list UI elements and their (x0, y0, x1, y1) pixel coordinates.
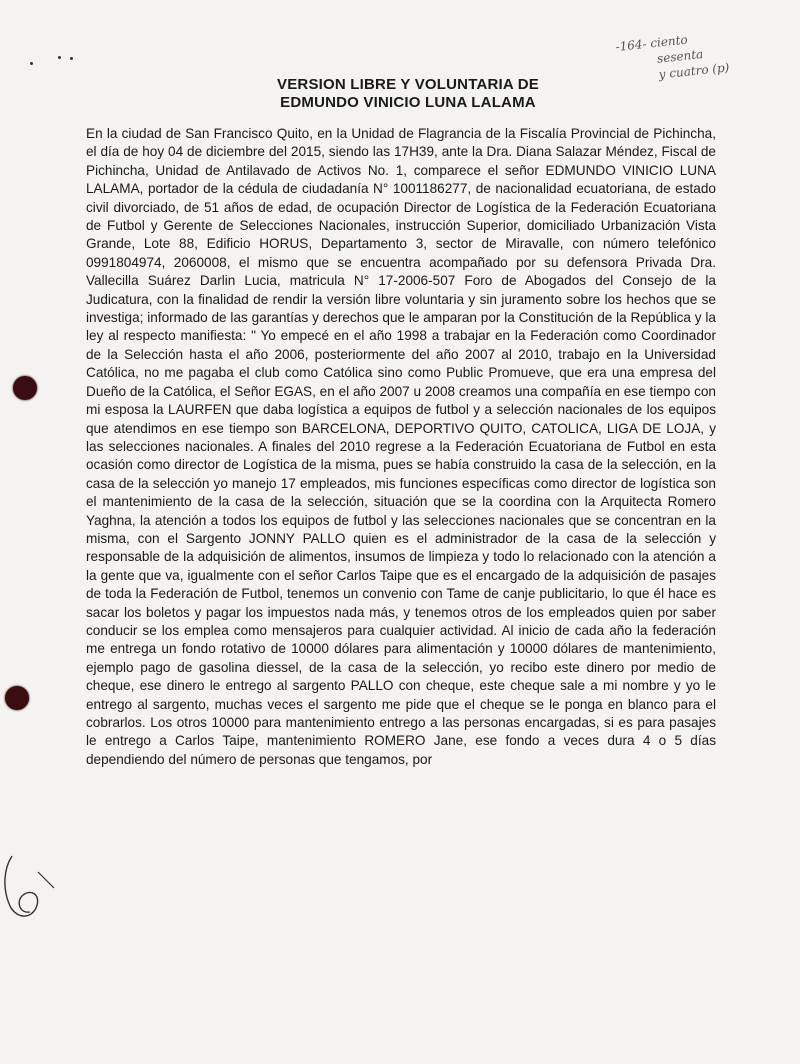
document-title-line-1: VERSION LIBRE Y VOLUNTARIA DE (277, 76, 539, 93)
document-title-line-2: EDMUNDO VINICIO LUNA LALAMA (280, 94, 536, 111)
punch-hole-bottom (5, 686, 29, 710)
body-paragraph: En la ciudad de San Francisco Quito, en la Unidad de Flagrancia de la Fiscalía Provincial de Pichincha, el día de hoy 04 de diciembre del 2015, siendo las 17H39, ante la Dra. Diana Salazar Méndez, Fiscal de Pichincha, Unidad de Antilavado de Activos No. 1, comparece el señor EDMUNDO VINICIO LUNA LALAMA, portador de la cédula de ciudadanía N° 1001186277, de nacionalidad ecuatoriana, de estado civil divorciado, de 51 años de edad, de ocupación Director de Logística de la Federación Ecuatoriana de Futbol y Gerente de Selecciones Nacionales, instrucción Superior, domiciliado Urbanización Vista Grande, Lote 88, Edificio HORUS, Departamento 3, sector de Miravalle, con número telefónico 0991804974, 2060008, el mismo que se encuentra acompañado por su defensora Privada Dra. Vallecilla Suárez Darlin Lucia, matricula N° 17-2006-507 Foro de Abogados del Consejo de la Judicatura, con la finalidad de rendir la versión libre voluntaria y sin juramento sobre los hechos que se investiga; informado de las garantías y derechos que le amparan por la Constitución de la República y la ley al respecto manifiesta: " Yo empecé en el año 1998 a trabajar en la Federación como Coordinador de la Selección hasta el año 2006, posteriormente del año 2007 al 2010, trabajo en la Universidad Católica, no me pagaba el club como Católica sino como Public Promueve, que era una empresa del Dueño de la Católica, el Señor EGAS, en el año 2007 u 2008 creamos una compañía en ese tiempo con mi esposa la LAURFEN que daba logística a equipos de futbol y a selección nacionales de los equipos que atendimos en ese tiempo son BARCELONA, DEPORTIVO QUITO, CATOLICA, LIGA DE LOJA, y las selecciones nacionales. A finales del 2010 regrese a la Federación Ecuatoriana de Futbol en esta ocasión como director de Logística de la misma, pues se había construido la casa de la selección, en la casa de la selección yo manejo 17 empleados, mis funciones específicas como director de logística son el mantenimiento de la casa de la selección, situación que se la coordina con la Arquitecta Romero Yaghna, la atención a todos los equipos de futbol y las selecciones nacionales que se concentran en la misma, con el Sargento JONNY PALLO quien es el administrador de la casa de la selección y responsable de la adquisición de alimentos, insumos de limpieza y todo lo relacionado con la atención a la gente que va, igualmente con el señor Carlos Taipe que es el encargado de la adquisición de pasajes de toda la Federación de Futbol, tenemos un convenio con Tame de canje publicitario, lo que él hace es sacar los boletos y pagar los impuestos nada más, y tenemos otros de los empleados quien por saber conducir se los emplea como mensajeros para cualquier actividad. Al inicio de cada año la federación me entrega un fondo rotativo de 10000 dólares para alimentación y 10000 dólares de mantenimiento, ejemplo pago de gasolina diessel, de la casa de la selección, yo recibo este dinero por medio de cheque, ese dinero le entrego al sargento PALLO con cheque, este cheque sale a mi nombre y yo le entrego al sargento, muchas veces el sargento me pide que el cheque se le ponga en blanco para el cobrarlos. Los otros 10000 para mantenimiento entrego a las personas encargadas, si es para pasajes le entrego a Carlos Taipe, mantenimiento ROMERO Jane, ese fondo a veces dura 4 o 5 días dependiendo del número de personas que tengamos, por (86, 126, 716, 767)
document-body (86, 125, 716, 769)
scan-speck (70, 57, 73, 60)
signature-mark (0, 848, 60, 928)
handnote-line-2: sesenta (656, 46, 704, 66)
handnote-line-1: -164- ciento (614, 32, 689, 54)
scan-speck (58, 56, 61, 59)
scan-speck (30, 62, 33, 65)
punch-hole-top (13, 376, 37, 400)
handnote-line-3: y cuatro (p) (658, 60, 730, 82)
